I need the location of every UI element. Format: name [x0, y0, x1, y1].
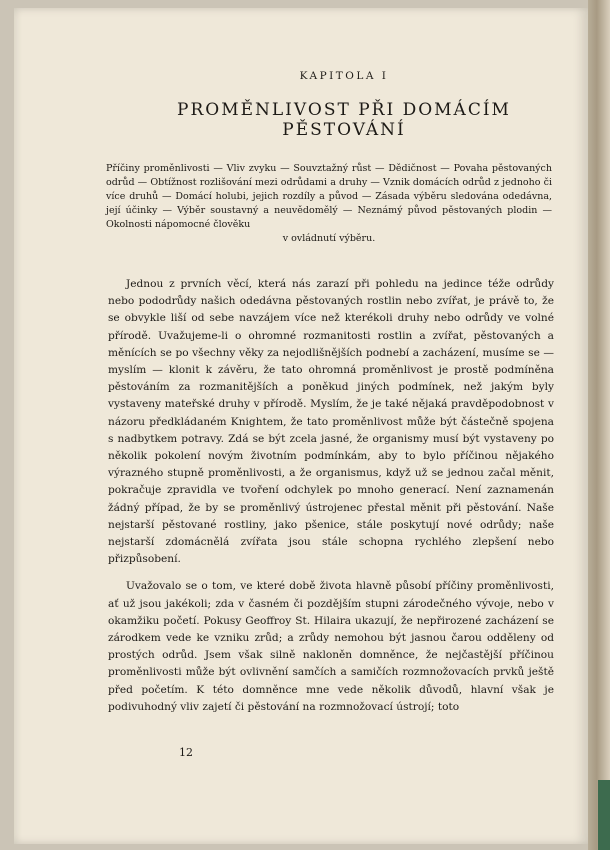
- book-edge: [588, 0, 610, 850]
- chapter-summary: [106, 162, 552, 246]
- body-text: [108, 276, 554, 716]
- chapter-label: KAPITOLA I: [299, 70, 389, 82]
- summary-last-line: v ovládnutí výběru.: [282, 233, 376, 244]
- summary-text: Příčiny proměnlivosti — Vliv zvyku — Souvztažný růst — Dědičnost — Povaha pěstovaných odrůd — Obtížnost rozlišování mezi odrůdami a druhy — Vznik domácích odrůd z jednoho či více druhů — Domácí holubi, jejich rozdíly a původ — Zásada výběru sledována odedávna, její účinky — Výběr soustavný a neuvědomělý — Neznámý původ pěstovaných plodin — Okolnosti nápomocné člověku: [106, 163, 552, 230]
- paragraph-2: Uvažovalo se o tom, ve které době života hlavně působí příčiny proměnlivosti, ať už jsou jakékoli; zda v časném či pozdějším stupni zárodečného vývoje, nebo v okamžiku početí. Pokusy Geoffroy St. Hilaira ukazují, že nepřirozené zacházení se zárodkem vede ke vzniku zrůd; a zrůdy nemohou být jasnou čarou odděleny od prostých odrůd. Jsem však silně nakloněn domněnce, že nejčastější příčinou proměnlivosti může být ovlivnění samčích a samičích rozmnožovacích prvků ještě před početím. K této domněnce mne vede několik důvodů, hlavní však je podivuhodný vliv zajetí či pěstování na rozmnožovací ústrojí; toto: [108, 580, 554, 713]
- paragraph-1: Jednou z prvních věcí, která nás zarazí při pohledu na jedince téže odrůdy nebo pododrůdy našich odedávna pěstovaných rostlin nebo zvířat, je právě to, že se obvykle liší od sebe navzájem více než kterékoli druhy nebo odrůdy ve volné přírodě. Uvažujeme-li o ohromné rozmanitosti rostlin a zvířat, pěstovaných a měnících se po všechny věky za nejodlišnějších podnebí a zacházení, musíme se — myslím — klonit k závěru, že tato ohromná proměnlivost je prostě podmíněna pěstováním za rozmanitějších a poněkud jiných podmínek, než jakým byly vystaveny mateřské druhy v přírodě. Myslím, že je také nějaká pravděpodobnost v názoru předkládaném Knightem, že tato proměnlivost může být částečně spojena s nadbytkem potravy. Zdá se být zcela jasné, že organismy musí být vystaveny po několik pokolení novým životním podmínkám, aby to bylo příčinou nějakého výrazného stupně proměnlivosti, a že organismus, když už se jednou začal měnit, pokračuje zpravidla ve tvoření odchylek po mnoho generací. Není zaznamenán žádný případ, že by se proměnlivý ústrojenec přestal měnit při pěstování. Naše nejstarší pěstované rostliny, jako pšenice, stále poskytují nové odrůdy; naše nejstarší zdomácnělá zvířata jsou stále schopna rychlého zlepšení nebo přizpůsobení.: [108, 278, 554, 566]
- page-content: [106, 70, 562, 716]
- book-page: [14, 8, 588, 844]
- page-number: 12: [179, 746, 193, 759]
- cover-strip: [598, 780, 610, 850]
- chapter-title: PROMĚNLIVOST PŘI DOMÁCÍM PĚSTOVÁNÍ: [177, 100, 511, 140]
